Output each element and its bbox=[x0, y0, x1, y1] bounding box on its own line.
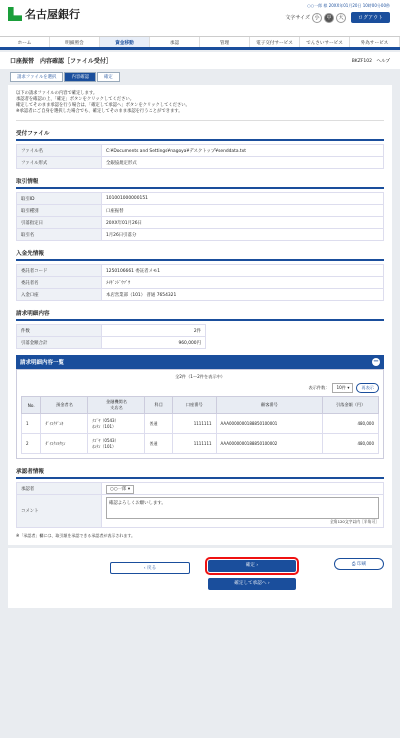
list-header bbox=[16, 355, 384, 369]
deal-table bbox=[16, 192, 384, 241]
logout-button[interactable]: ログアウト bbox=[351, 12, 390, 23]
step-confirm-content: 内容確認 bbox=[64, 72, 96, 82]
approver-note: ※「承認者」欄には、取引額を承認できる承認者が表示されます。 bbox=[16, 533, 136, 538]
show-label: 表示件数： bbox=[308, 385, 330, 390]
cell: 2 bbox=[22, 434, 41, 454]
screen-id: BKZF102 bbox=[351, 58, 372, 64]
label: 引落金額合計 bbox=[17, 337, 102, 349]
button-area bbox=[8, 548, 392, 608]
print-label: 印刷 bbox=[356, 562, 367, 567]
cell: 1111111 bbox=[173, 414, 217, 434]
approver-table bbox=[16, 482, 384, 528]
cell: AAA0000000188850100001 bbox=[216, 414, 323, 434]
label: ファイル名 bbox=[17, 145, 102, 157]
table-row bbox=[22, 434, 379, 454]
section-summary: 請求明細内容 bbox=[16, 307, 384, 321]
page-header bbox=[0, 52, 400, 69]
cell: ﾅｺﾞﾔ（0543） ﾎﾝﾃﾝ（101） bbox=[88, 434, 145, 454]
label: 承認者 bbox=[17, 483, 102, 495]
instruction-line: 承認者を確認の上、「確定」ボタンをクリックしてください。 bbox=[16, 97, 134, 102]
label: 取引種別 bbox=[17, 205, 102, 217]
section-approver: 承認者情報 bbox=[16, 465, 384, 479]
header bbox=[0, 0, 400, 36]
consignor-code: 1250106661 委託者メモ1 bbox=[102, 265, 384, 277]
printer-icon: ⎙ bbox=[351, 562, 357, 567]
step-select-file: 請求ファイルを選択 bbox=[10, 72, 63, 82]
instructions bbox=[16, 91, 384, 121]
label: 件数 bbox=[17, 325, 102, 337]
comment-textarea[interactable]: 確認よろしくお願いします。 bbox=[106, 497, 379, 519]
next-label: 確定して承認へ bbox=[234, 581, 267, 586]
collapse-icon[interactable]: − bbox=[373, 357, 379, 365]
cell: 普通 bbox=[145, 434, 173, 454]
page-id-help bbox=[352, 58, 390, 64]
back-label: 戻る bbox=[147, 566, 157, 571]
chevron-left-icon: ‹ bbox=[143, 566, 148, 571]
cell: 普通 bbox=[145, 414, 173, 434]
label: 委託者名 bbox=[17, 277, 102, 289]
cell: AAA0000000188850100002 bbox=[216, 434, 323, 454]
section-file: 受付ファイル bbox=[16, 127, 384, 141]
col-header: 引落金額（円） bbox=[323, 397, 379, 414]
label: 入金口座 bbox=[17, 289, 102, 301]
main-nav bbox=[0, 36, 400, 50]
col-header: 科目 bbox=[145, 397, 173, 414]
cell: ﾅｺﾞﾔ（0543） ﾎﾝﾃﾝ（101） bbox=[88, 414, 145, 434]
section-deal: 取引情報 bbox=[16, 175, 384, 189]
instruction-line: 確定してそのまま承認を行う場合は、「確定して承認へ」ボタンをクリックしてください。 bbox=[16, 103, 190, 108]
file-table bbox=[16, 144, 384, 169]
detail-table bbox=[21, 396, 379, 454]
payee-table bbox=[16, 264, 384, 301]
file-format: 全銀協規定形式 bbox=[102, 157, 384, 169]
font-size-label: 文字サイズ bbox=[285, 15, 310, 21]
chevron-right-icon: › bbox=[254, 563, 259, 568]
col-header: 顧客番号 bbox=[216, 397, 323, 414]
label: コメント bbox=[17, 495, 102, 528]
label: 委託者コード bbox=[17, 265, 102, 277]
font-medium-button[interactable]: 中 bbox=[324, 13, 334, 23]
comment-limit: 全角120文字以内［半角可］ bbox=[329, 519, 379, 524]
withdraw-date: 20XX年01月26日 bbox=[102, 217, 384, 229]
nav-forex[interactable]: 外為サービス bbox=[350, 37, 400, 47]
summary-table bbox=[16, 324, 206, 349]
page-title: 口座振替 内容確認［ファイル受付］ bbox=[10, 58, 112, 65]
label: 取引名 bbox=[17, 229, 102, 241]
deposit-account: 本店営業部（101） 普通 7654321 bbox=[102, 289, 384, 301]
nav-densai[interactable]: でんさいサービス bbox=[300, 37, 350, 47]
col-header: No. bbox=[22, 397, 41, 414]
nav-home[interactable]: ホーム bbox=[0, 37, 50, 47]
confirm-button[interactable] bbox=[208, 560, 296, 572]
deal-type: 口座振替 bbox=[102, 205, 384, 217]
list-controls bbox=[21, 383, 379, 393]
col-header: 預金者名 bbox=[41, 397, 88, 414]
list-count: 全2件（1～2件を表示中） bbox=[175, 374, 225, 379]
refresh-button[interactable]: 再表示 bbox=[356, 383, 379, 393]
chevron-right-icon: › bbox=[266, 581, 270, 586]
nav-edelivery[interactable]: 電子交付サービス bbox=[250, 37, 300, 47]
nav-approve[interactable]: 承認 bbox=[150, 37, 200, 47]
total-amount: 960,000円 bbox=[102, 337, 206, 349]
step-finalize: 確定 bbox=[97, 72, 120, 82]
user-info: ○○一郎 様 20XX年01月20日 10時00分00秒 bbox=[307, 3, 390, 8]
label: ファイル形式 bbox=[17, 157, 102, 169]
back-button[interactable] bbox=[110, 562, 190, 574]
confirm-label: 確定 bbox=[245, 563, 255, 568]
count: 2件 bbox=[102, 325, 206, 337]
instruction-line: ※承認者にご自身を選択した場合でも、確定してそのまま承認を行うことができます。 bbox=[16, 109, 183, 114]
main-panel bbox=[8, 85, 392, 545]
label: 取引ID bbox=[17, 193, 102, 205]
logo-icon bbox=[8, 7, 22, 21]
font-small-button[interactable]: 小 bbox=[312, 13, 322, 23]
nav-manage[interactable]: 管理 bbox=[200, 37, 250, 47]
instruction-line: 以下の請求ファイルの内容で確定します。 bbox=[16, 91, 98, 96]
show-count-value: 10件 bbox=[336, 385, 346, 390]
cell: 480,000 bbox=[323, 434, 379, 454]
consignor-name: ﾒｲｷﾞﾝﾄﾞｳｿﾞｳ bbox=[102, 277, 384, 289]
list-title: 請求明細内容一覧 bbox=[20, 360, 65, 366]
file-name: C:¥Documents and Settings¥nagoya¥デスクトップ¥senddata.txt bbox=[102, 145, 384, 157]
nav-statements[interactable]: 明細照会 bbox=[50, 37, 100, 47]
bank-logo bbox=[8, 6, 80, 22]
cell: 1 bbox=[22, 414, 41, 434]
font-size-control bbox=[285, 12, 390, 23]
label: 引落指定日 bbox=[17, 217, 102, 229]
print-button[interactable] bbox=[334, 558, 384, 570]
deal-name: 1月26日引落分 bbox=[102, 229, 384, 241]
confirm-and-approve-button[interactable] bbox=[208, 578, 296, 590]
col-header: 金融機関名 支店名 bbox=[88, 397, 145, 414]
cell: ﾀﾞｲｺｸｼﾖｸﾋﾝ bbox=[41, 434, 88, 454]
table-row bbox=[22, 414, 379, 434]
cell: ﾀﾞｲｺｸﾃﾞﾝｷ bbox=[41, 414, 88, 434]
approver-value: ○○一郎 bbox=[110, 486, 127, 492]
progress-steps bbox=[10, 72, 390, 82]
bank-name: 名古屋銀行 bbox=[25, 8, 80, 21]
cell: 480,000 bbox=[323, 414, 379, 434]
section-payee: 入金先情報 bbox=[16, 247, 384, 261]
show-count-select[interactable]: 10件 ▾ bbox=[332, 383, 353, 393]
list-box bbox=[16, 369, 384, 459]
col-header: 口座番号 bbox=[173, 397, 217, 414]
approver-select[interactable]: ○○一郎 ▾ bbox=[106, 485, 134, 494]
deal-id: 101001000000151 bbox=[102, 193, 384, 205]
font-large-button[interactable]: 大 bbox=[336, 13, 346, 23]
nav-transfer[interactable]: 資金移動 bbox=[100, 37, 150, 47]
cell: 1111111 bbox=[173, 434, 217, 454]
help-link[interactable]: ヘルプ bbox=[376, 58, 390, 64]
